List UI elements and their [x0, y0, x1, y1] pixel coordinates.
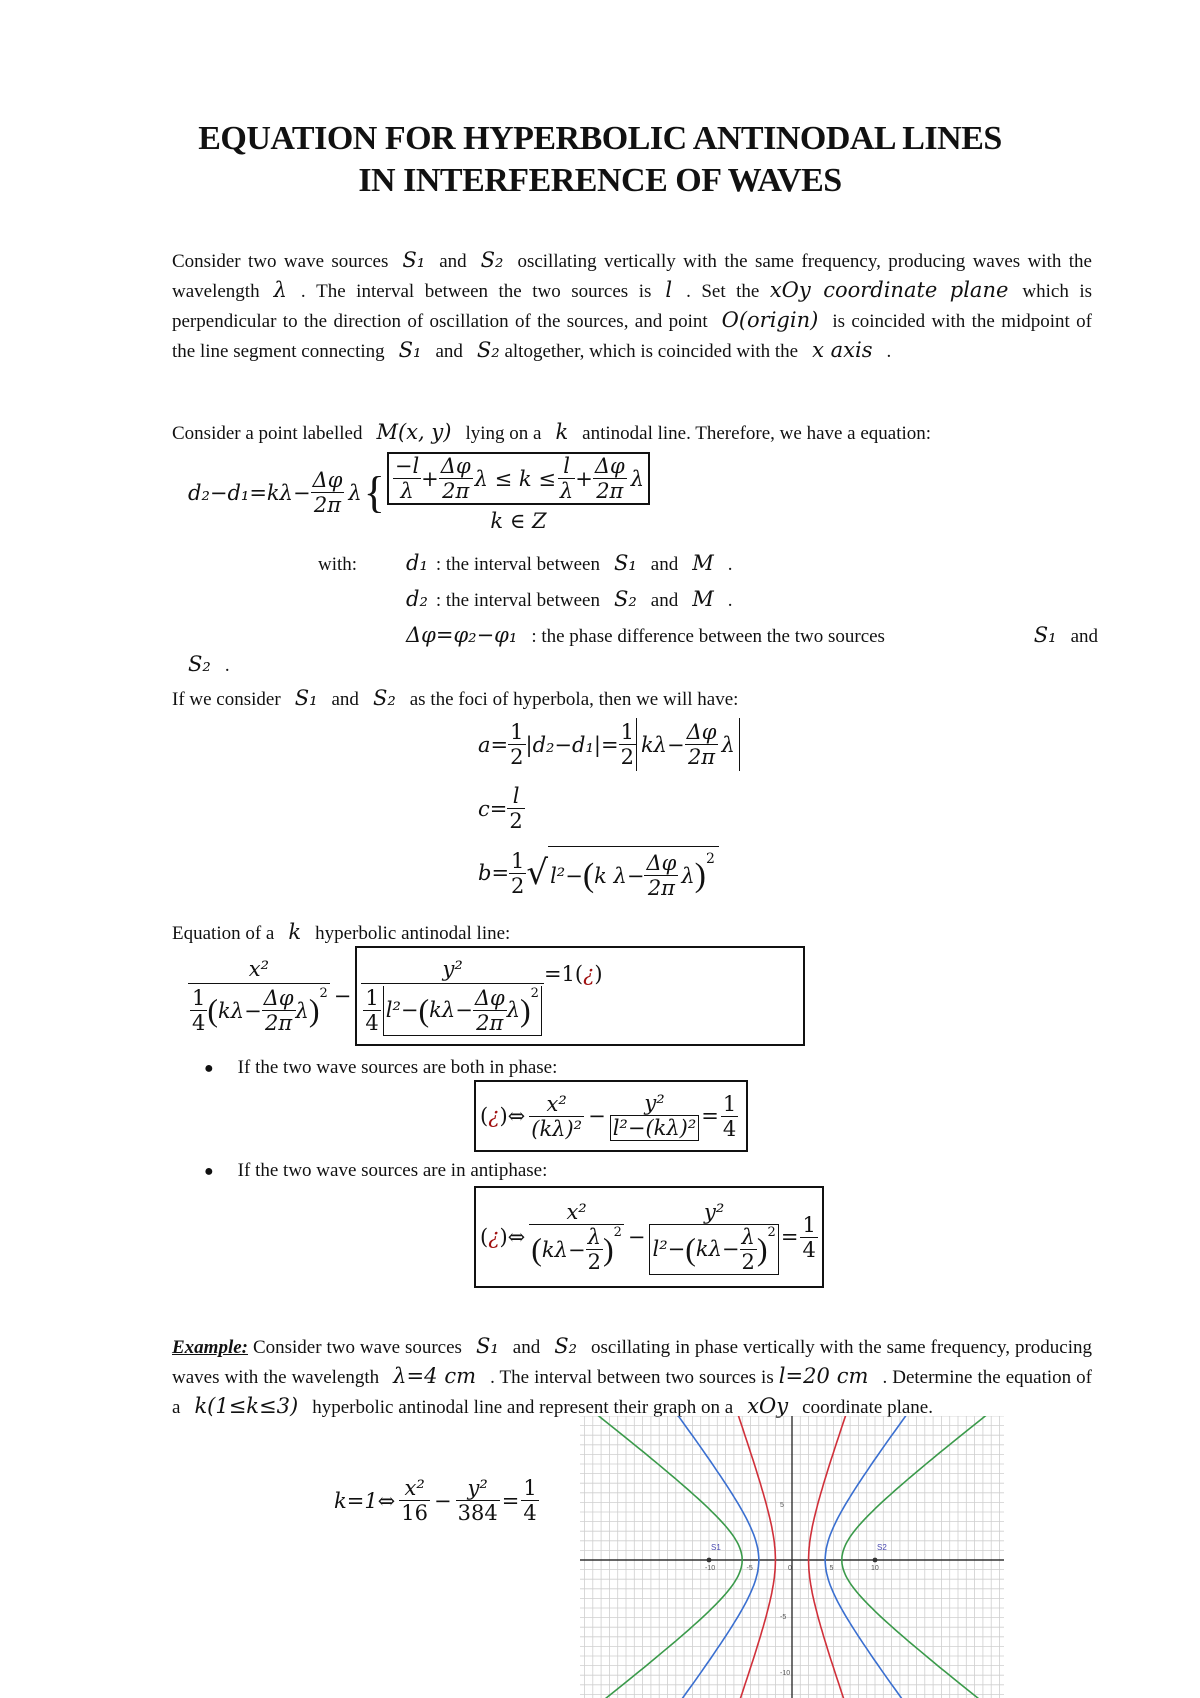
x-tick-label: -5 [746, 1565, 753, 1572]
k-range-inequality: $\frac{-l}{\lambda}$ + $\frac{\Delta\varphi}{2\pi}$ λ ≤ k ≤ $\frac{l}{\lambda}$ + $\frac{\Delta\varphi}{2\pi}$ λ [387, 452, 650, 505]
definition-d2: d₂ : the interval between S₂ and M . [406, 587, 733, 611]
bullet-antiphase: ● If the two wave sources are in antiphase: [204, 1160, 548, 1181]
focal-distance-c: c= $\frac{l}{2}$ [478, 784, 523, 833]
definition-d1: with: d₁ : the interval between S₁ and M . [318, 551, 733, 575]
k-range-box [387, 452, 650, 533]
semi-axis-b: b= $\frac{1}{2}$ √ l²− ( k λ− $\frac{\Delta\varphi}{2\pi}$ λ ) 2 [478, 846, 719, 900]
source-s1-label: S1 [711, 1543, 721, 1552]
example-paragraph: Example: Consider two wave sources S₁ and S₂ oscillating in phase vertically with the same frequency, producing waves with the wavelength λ=4 cm . The interval between two sources is l=20 cm . Determine the equation of a k(1≤k≤3) hyperbolic antinodal line and represent their graph on a xOy coordinate plane. [172, 1334, 1092, 1418]
title-line-1: EQUATION FOR HYPERBOLIC ANTINODAL LINES [198, 120, 1002, 157]
title-line-2: IN INTERFERENCE OF WAVES [358, 162, 842, 199]
in-phase-equation: ( ¿ )⇔ $\frac{\text{x²}}{\text{(kλ)²}}$ − $\frac{\text{y²}}{\text{l²−(kλ)²}}$ = $\frac{1}{4}$ [474, 1080, 748, 1152]
y-term-box: y² $\frac{1}{4}$ l²− ( kλ− $\frac{\Delta\varphi}{2\pi}$ λ ) $^2$ =1(¿) [355, 946, 805, 1046]
k-integer-condition: k ∈ Z [490, 509, 547, 533]
x-tick-label: 10 [871, 1565, 879, 1572]
point-paragraph: Consider a point labelled M(x, y) lying on a k antinodal line. Therefore, we have a equation: [172, 420, 932, 444]
antiphase-equation: ( ¿ )⇔ x² ( kλ− $\frac{\lambda}{2}$ ) $^2$ − y² l²− ( kλ− $\frac{\lambda}{2}$ ) $^2$ = $\frac{1}{4}$ [474, 1186, 824, 1288]
foci-paragraph: If we consider S₁ and S₂ as the foci of hyperbola, then we will have: [172, 686, 739, 710]
source-s2-point [873, 1558, 878, 1563]
hyperbola-graph [580, 1416, 1004, 1698]
source-s2-label: S2 [877, 1543, 887, 1552]
page-title [0, 118, 1200, 202]
semi-axis-a: a= $\frac{1}{2}$ |d₂−d₁|= $\frac{1}{2}$ kλ− $\frac{\Delta\varphi}{2\pi}$ λ [478, 718, 740, 771]
k1-equation: k=1⇔ $\frac{\text{x²}}{16}$ − $\frac{\text{y²}}{384}$ = $\frac{1}{4}$ [334, 1476, 537, 1525]
bullet-icon: ● [204, 1060, 214, 1077]
definition-dphi-tail: S₂ . [188, 652, 230, 676]
bullet-in-phase: ● If the two wave sources are both in phase: [204, 1057, 558, 1078]
y-tick-label: 5 [780, 1502, 784, 1509]
y-tick-label: -5 [780, 1614, 787, 1621]
source-s1-point [707, 1558, 712, 1563]
x-tick-label: -10 [705, 1565, 716, 1572]
x-tick-label: 0 [788, 1565, 792, 1572]
path-difference-equation: d₂−d₁=kλ− $\frac{\Delta\varphi}{2\pi}$ λ { $\frac{-l}{\lambda}$ + $\frac{\Delta\varphi}{2\pi}$ λ ≤ k ≤ $\frac{l}{\lambda}$ + $\frac{\Delta\varphi}{2\pi}$ λ k ∈ Z [188, 452, 650, 533]
with-definitions [318, 549, 1098, 651]
equation-heading: Equation of a k hyperbolic antinodal line: [172, 920, 511, 944]
bullet-icon: ● [204, 1163, 214, 1180]
definition-dphi: Δφ=φ₂−φ₁ : the phase difference between the two sources S₁ and [406, 623, 1098, 647]
brace-icon: { [363, 468, 385, 517]
hyperbola-equation: x² $\frac{1}{4}$ ( kλ− $\frac{\Delta\varphi}{2\pi}$ λ ) $^2$ − y² $\frac{1}{4}$ l²− ( kλ− $\frac{\Delta\varphi}{2\pi}$ λ ) $^2$ =1(¿) [188, 946, 805, 1046]
sqrt-icon: √ [526, 853, 549, 893]
y-tick-label: -10 [780, 1670, 791, 1677]
intro-paragraph: Consider two wave sources S₁ and S₂ oscillating vertically with the same frequency, producing waves with the wavelength λ . The interval between the two sources is l . Set the xOy coordinate plane which is perpendicular to the direction of oscillation of the sources, and point O(origin) is coincided with the midpoint of the line segment connecting S₁ and S₂ altogether, which is coincided with the x axis . [172, 248, 1093, 362]
x-tick-label: 5 [829, 1565, 834, 1572]
